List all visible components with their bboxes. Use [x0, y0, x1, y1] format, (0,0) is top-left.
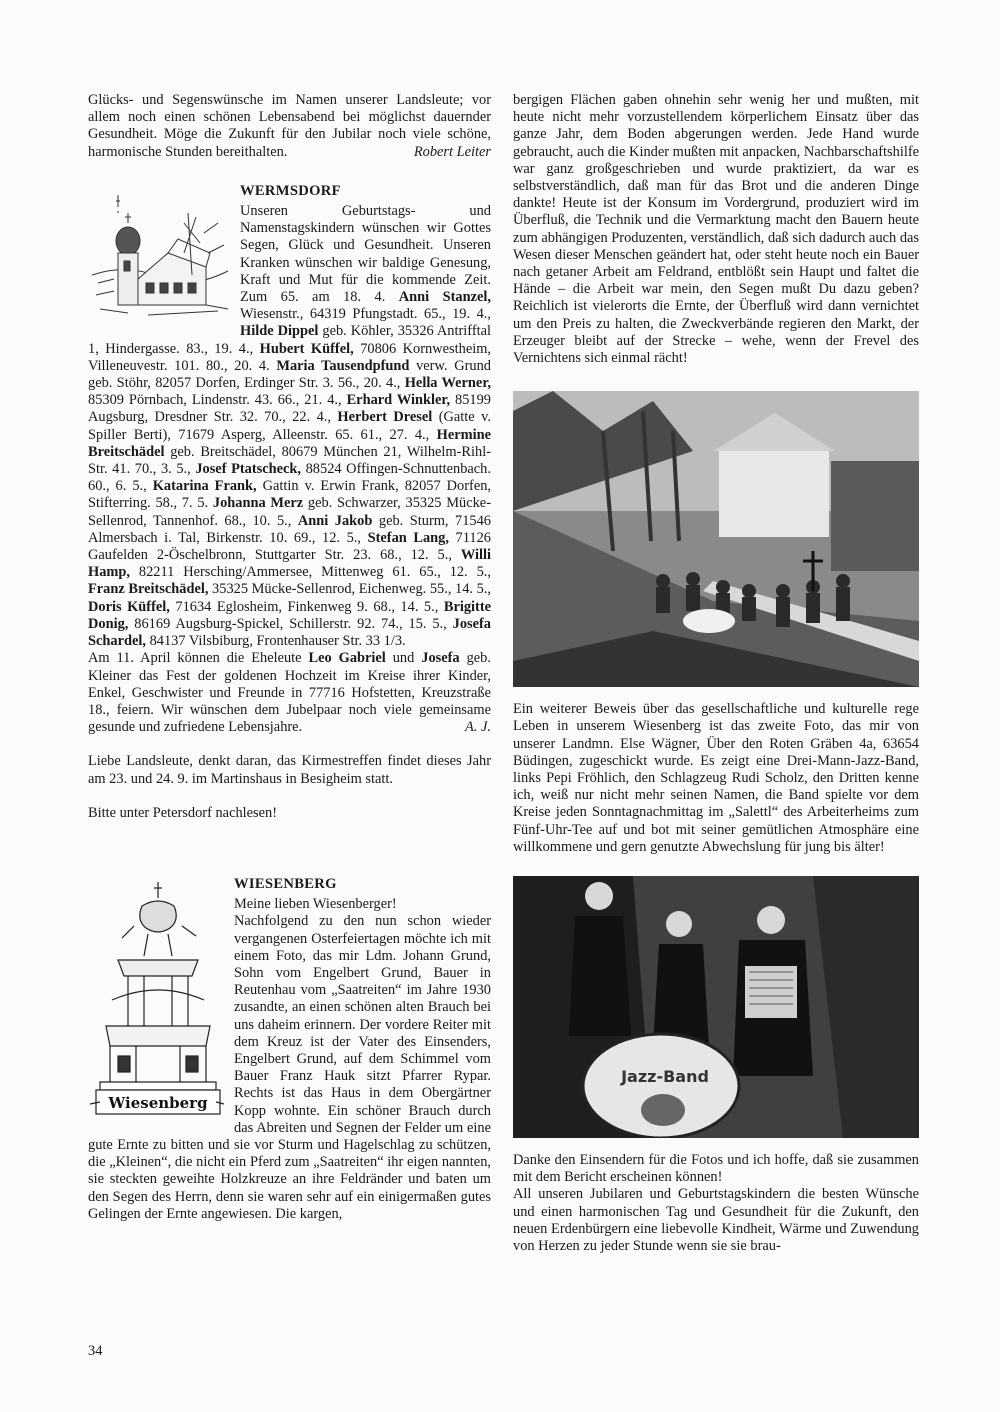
intro-paragraph: Glücks- und Segenswünsche im Namen unserer Landsleute; vor allem noch einen schönen Lebensabend bei möglichst dauernder Gesundheit. Möge die Zukunft für den Jubilar noch viele schöne, harmonische Stunden bereithalten. Robert Leiter	[88, 92, 491, 160]
couple-name: Leo Gabriel	[308, 650, 386, 667]
celebrant-name: Katarina Frank,	[152, 478, 257, 495]
celebrant-name: Maria Tausendpfund	[276, 357, 410, 374]
couple-name: Josefa	[421, 650, 460, 667]
celebrant-name: Brigitte Donig,	[88, 598, 492, 632]
celebrant-name: Herbert Dresel	[337, 409, 433, 426]
wiesenberg-emblem	[88, 876, 226, 1118]
celebrant-name: Josef Ptatscheck,	[195, 461, 302, 478]
wiesenberg-text: Nachfolgend zu den nun schon wieder vergangenen Osterfeiertagen möchte ich mit einem Foto, das mir Ldm. Johann Grund, Sohn vom Engelbert Grund, Bauer in Reutenhau vom „Saatreiten“ im Jahre 1930 zusandte, an einen schönen alten Brauch bei uns daheim erinnern. Der vordere Reiter mit dem Kreuz ist der Vater des Einsenders, Engelbert Grund, auf dem Schimmel vom Bauer Franz Hauk sitzt Pfarrer Rypar. Rechts ist das Haus in dem Obergärtner Kopp wohnte. Ein schöner Brauch durch das Abreiten und Segnen der Felder um eine gute Ernte zu bitten und sie vor Sturm und Hagelschlag zu schützen, die „Kleinen“, die nicht ein Pferd zum „Saatreiten“ ihr eigen nannten, sie steckten geweihte Holzkreuze an ihre Feldränder und baten um den Segen des Herrn, denn sie waren sehr auf ein einigermaßen gutes Gelingen der Ernte angewiesen. Die kargen,	[88, 913, 491, 1222]
celebrant-name: Anni Jakob	[297, 512, 373, 529]
saatreiten-photo	[513, 391, 919, 687]
page-number: 34	[88, 1343, 103, 1359]
wiesenberg-greeting: Meine lieben Wiesenberger!	[234, 896, 397, 913]
celebrant-name: Stefan Lang,	[367, 529, 449, 546]
jazz-band-photo	[513, 876, 919, 1138]
celebrant-name: Johanna Merz	[212, 495, 304, 512]
jazz-band-photo-icon	[513, 876, 919, 1138]
celebrant-name: Hermine Breitschädel	[88, 426, 491, 460]
celebrant-name: Erhard Winkler,	[346, 392, 451, 409]
intro-signature: Robert Leiter	[413, 143, 491, 160]
wermsdorf-heading: WERMSDORF	[240, 182, 341, 199]
kirmes-notice: Liebe Landsleute, denkt daran, das Kirmestreffen findet dieses Jahr am 23. und 24. 9. im Martinshaus in Besigheim statt.	[88, 753, 491, 787]
continued-text: bergigen Flächen gaben ohnehin sehr wenig her und mußten, mit heute nicht mehr vorzustellendem körperlichem Einsatz über das ganze Jahr, dem Boden abgerungen werden. Jede Hand wurde gebraucht, auch die Kinder mußten mit anpacken, Nachbarschaftshilfe war ganz großgeschrieben und wurde praktiziert, da war es selbstverständlich, daß man für das Brot und die anderen Dinge dankte! Heute ist der Konsum im Vordergrund, produziert wird im Überfluß, die Technik und die Vermarktung macht den Bauern heute zum abhängigen Produzenten, verständlich, daß sich dadurch auch das Wesen dieser Menschen geändert hat, oder steht heute noch ein Bauer nach getaner Arbeit am Feldrand, entblößt sein Haupt und faltet die Hände – die Arbeit war mein, den Segen mußt Du dazu geben? Reichlich ist vielerorts die Ernte, der Überfluß wird dann vernichtet um den Preis zu halten, die Zweckverbände regieren den Markt, der Erzeuger bleibt auf der Strecke – wehe, wenn der Frevel des Vernichtens sich einmal rächt!	[513, 92, 920, 367]
wiesenberg-heading: WIESENBERG	[234, 875, 337, 892]
closing-thanks: Danke den Einsendern für die Fotos und ich hoffe, daß sie zusammen mit dem Bericht erscheinen können!	[513, 1152, 919, 1186]
golden-wedding-signature: A. J.	[465, 719, 491, 736]
drum-label: Jazz-Band	[621, 1067, 709, 1087]
celebrant-name: Hilde Dippel	[240, 323, 319, 340]
wiesenberg-section	[88, 876, 491, 1223]
church-illustration	[88, 183, 232, 325]
closing-wishes: All unseren Jubilaren und Geburtstagskindern die besten Wünsche und einen harmonischen Tag und Gesundheit für die Zukunft, den neuen Erdenbürgern eine liebevolle Kindheit, Wärme und Zuwendung von Herzen zu jeder Stunde wenn sie sie brau-	[513, 1186, 919, 1255]
golden-wedding-paragraph: Am 11. April können die Eheleute Leo Gabriel und Josefa geb. Kleiner das Fest der goldenen Hochzeit im Kreise ihrer Kinder, Enkel, Geschwister und Freunde in 77716 Hofstetten, Kreuzstraße 18., feiern. Wir wünschen dem Jubelpaar noch viele gemeinsame gesunde und zufriedene Lebensjahre. A. J.	[88, 650, 491, 736]
celebrant-name: Hella Werner,	[404, 375, 491, 392]
wermsdorf-birthdays: Unseren Geburtstags- und Namenstagskindern wünschen wir Gottes Segen, Glück und Gesundheit. Unseren Kranken wünschen wir baldige Genesung, Kraft und Mut für die kommende Zeit. Zum 65. am 18. 4. Anni Stanzel, Wiesenstr., 64319 Pfungstadt. 65., 19. 4., Hilde Dippel geb. Köhler, 35326 Antrifftal 1, Hindergasse. 83., 19. 4., Hubert Küffel, 70806 Kornwestheim, Villeneuvestr. 101. 80., 20. 4. Maria Tausendpfund verw. Grund geb. Stöhr, 82057 Dorfen, Erdinger Str. 3. 56., 20. 4., Hella Werner, 85309 Pörnbach, Lindenstr. 43. 66., 21. 4., Erhard Winkler, 85199 Augsburg, Dresdner Str. 32. 70., 22. 4., Herbert Dresel (Gatte v. Spiller Berti), 71679 Asperg, Alleenstr. 65. 61., 27. 4., Hermine Breitschädel geb. Breitschädel, 80679 München 21, Wilhelm-Rihl-Str. 41. 70., 3. 5., Josef Ptatscheck, 88524 Offingen-Schnuttenbach. 60., 6. 5., Katarina Frank, Gattin v. Erwin Frank, 82057 Dorfen, Stifterring. 58., 7. 5. Johanna Merz geb. Schwarzer, 35325 Mücke-Sellenrod, Tannenhof. 68., 10. 5., Anni Jakob geb. Sturm, 71546 Almersbach i. Tal, Birkenstr. 10. 69., 12. 5., Stefan Lang, 71126 Gaufelden 2-Öschelbronn, Stuttgarter Str. 23. 68., 12. 5., Willi Hamp, 82211 Hersching/Ammersee, Mittenweg 61. 65., 12. 5., Franz Breitschädel, 35325 Mücke-Sellenrod, Eichenweg. 55., 14. 5., Doris Küffel, 71634 Eglosheim, Finkenweg 9. 68., 14. 5., Brigitte Donig, 86169 Augsburg-Spickel, Schillerstr. 92. 74., 15. 5., Josefa Schardel, 84137 Vilsbiburg, Frontenhauser Str. 33 1/3.	[88, 203, 492, 650]
petersdorf-note: Bitte unter Petersdorf nachlesen!	[88, 804, 278, 821]
emblem-label: Wiesenberg	[108, 1093, 208, 1112]
celebrant-name: Willi Hamp,	[88, 547, 491, 581]
procession-photo-icon	[513, 391, 919, 687]
right-column	[513, 92, 919, 1255]
photo-caption-1: Ein weiterer Beweis über das gesellschaftliche und kulturelle rege Leben in unserem Wiesenberg ist das zweite Foto, das mir von unserer Landmn. Else Wägner, Über den Roten Gräben 4a, 63654 Büdingen, zugeschickt wurde. Es zeigt eine Drei-Mann-Jazz-Band, links Pepi Fröhlich, den Schlagzeug Rudi Scholz, den Dritten kenne ich, weiß nur nicht mehr seinen Namen, die Band spielte vor dem Kreise jeden Sonntagnachmittag im „Salettl“ des Arbeiterheims zum Fünf-Uhr-Tee auf und bot mit seiner gemütlichen Atmosphäre eine willkommene und gern genutzte Abwechslung für jung bis älter!	[513, 701, 919, 855]
celebrant-name: Hubert Küffel,	[259, 340, 354, 357]
church-sketch-icon	[88, 183, 232, 325]
celebrant-name: Franz Breitschädel,	[88, 581, 209, 598]
celebrant-name: Anni Stanzel,	[398, 289, 491, 306]
left-column	[88, 92, 491, 1223]
celebrant-name: Josefa Schardel,	[88, 615, 491, 650]
wermsdorf-section	[88, 183, 491, 822]
celebrant-name: Doris Küffel,	[88, 598, 170, 615]
fountain-emblem-icon	[88, 876, 226, 1118]
